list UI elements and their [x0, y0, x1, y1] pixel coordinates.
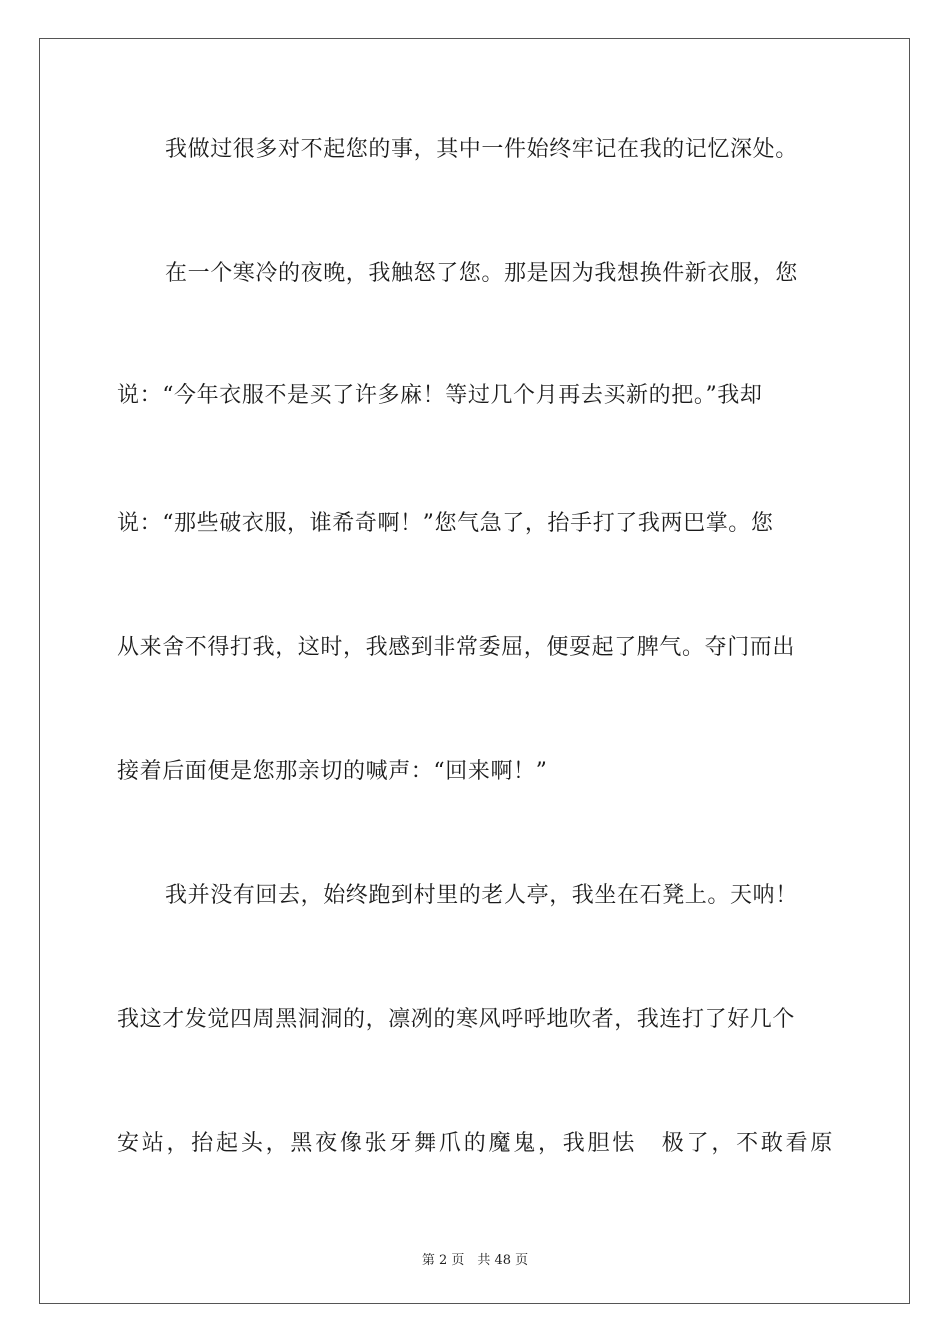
page-number-footer: 第 2 页 共 48 页	[421, 1253, 529, 1268]
text-line: 我做过很多对不起您的事，其中一件始终牢记在我的记忆深处。	[165, 137, 798, 162]
text-line: 在一个寒冷的夜晚，我触怒了您。那是因为我想换件新衣服，您	[165, 261, 798, 286]
page-border	[39, 38, 910, 1304]
text-line: 说：“今年衣服不是买了许多麻！等过几个月再去买新的把。”我却	[117, 383, 763, 408]
text-line: 说：“那些破衣服，谁希奇啊！”您气急了，抬手打了我两巴掌。您	[117, 511, 774, 536]
text-line: 我这才发觉四周黑洞洞的，凛冽的寒风呼呼地吹者，我连打了好几个	[117, 1007, 796, 1032]
text-line: 接着后面便是您那亲切的喊声：“回来啊！”	[117, 759, 548, 784]
text-line: 我并没有回去，始终跑到村里的老人亭，我坐在石凳上。天呐！	[165, 883, 798, 908]
text-line: 从来舍不得打我，这时，我感到非常委屈，便耍起了脾气。夺门而出	[117, 635, 796, 660]
text-line: 安站，抬起头，黑夜像张牙舞爪的魔鬼，我胆怯 极了，不敢看原	[117, 1131, 833, 1156]
